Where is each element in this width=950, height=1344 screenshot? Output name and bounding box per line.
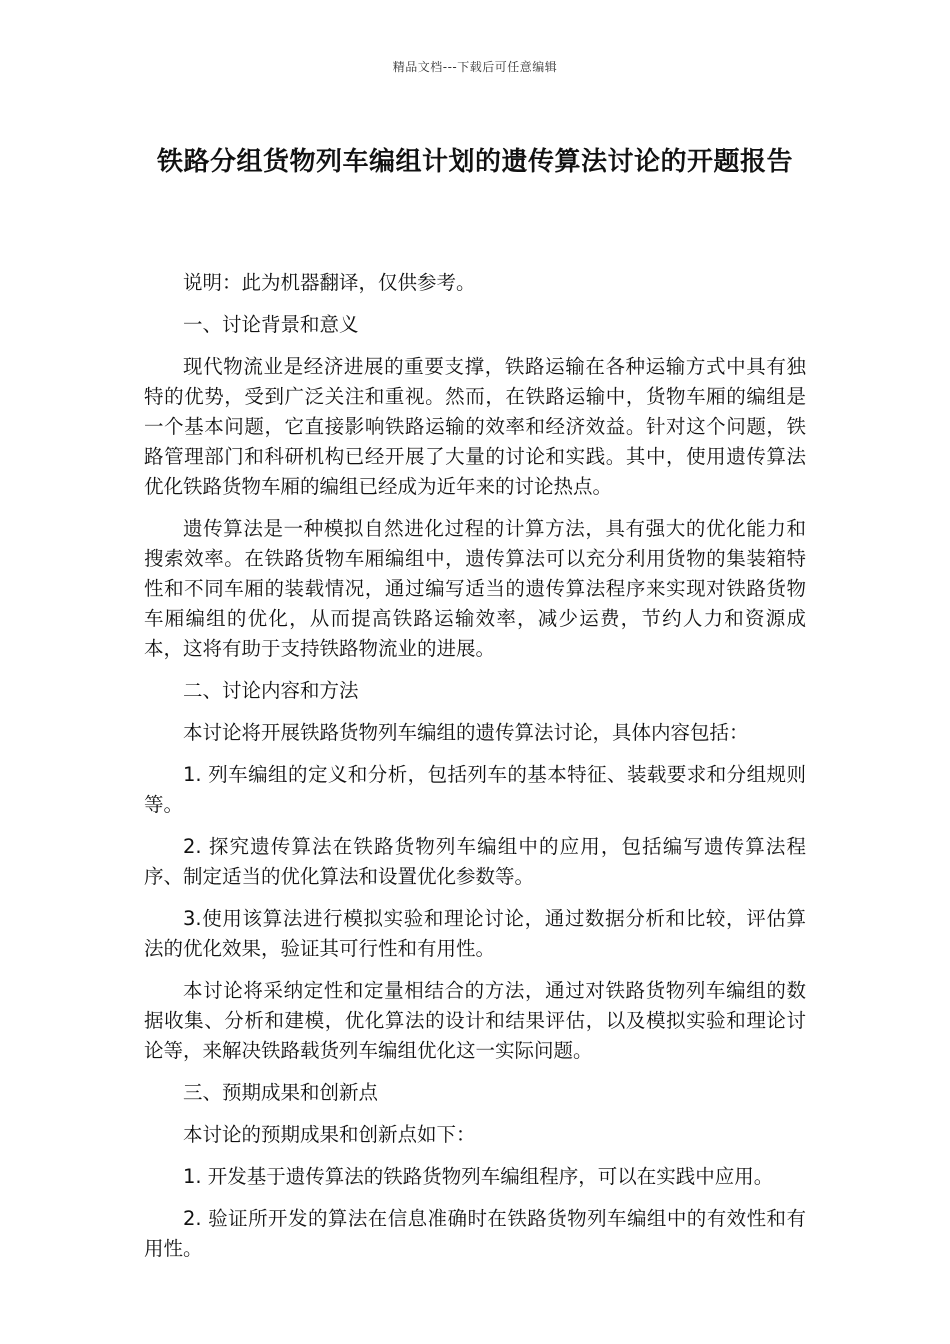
document-title: 铁路分组货物列车编组计划的遗传算法讨论的开题报告 — [156, 147, 793, 177]
page-header: 精品文档---下载后可任意编辑 — [392, 60, 558, 74]
document-body — [144, 268, 806, 1276]
section-heading-results: 三、预期成果和创新点 — [183, 1081, 379, 1104]
list-item: 3.使用该算法进行模拟实验和理论讨论，通过数据分析和比较，评估算法的优化效果，验证其可行性和有用性。 — [144, 907, 806, 960]
list-item: 2. 验证所开发的算法在信息准确时在铁路货物列车编组中的有效性和有用性。 — [144, 1207, 806, 1260]
body-paragraph: 本讨论将采纳定性和定量相结合的方法，通过对铁路货物列车编组的数据收集、分析和建模，优化算法的设计和结果评估，以及模拟实验和理论讨论等，来解决铁路载货列车编组优化这一实际问题。 — [144, 979, 806, 1062]
body-paragraph: 现代物流业是经济进展的重要支撑，铁路运输在各种运输方式中具有独特的优势，受到广泛关注和重视。然而，在铁路运输中，货物车厢的编组是一个基本问题，它直接影响铁路运输的效率和经济效益。针对这个问题，铁路管理部门和科研机构已经开展了大量的讨论和实践。其中，使用遗传算法优化铁路货物车厢的编组已经成为近年来的讨论热点。 — [144, 355, 806, 498]
note-paragraph: 说明：此为机器翻译，仅供参考。 — [183, 271, 476, 294]
list-item: 1. 列车编组的定义和分析，包括列车的基本特征、装载要求和分组规则等。 — [144, 763, 806, 816]
list-item: 2. 探究遗传算法在铁路货物列车编组中的应用，包括编写遗传算法程序、制定适当的优化算法和设置优化参数等。 — [144, 835, 806, 888]
section-heading-background: 一、讨论背景和意义 — [183, 313, 359, 336]
list-item: 1. 开发基于遗传算法的铁路货物列车编组程序，可以在实践中应用。 — [183, 1165, 774, 1188]
body-paragraph: 遗传算法是一种模拟自然进化过程的计算方法，具有强大的优化能力和搜索效率。在铁路货物车厢编组中，遗传算法可以充分利用货物的集装箱特性和不同车厢的装载情况，通过编写适当的遗传算法程序来实现对铁路货物车厢编组的优化，从而提高铁路运输效率，减少运费，节约人力和资源成本，这将有助于支持铁路物流业的进展。 — [144, 517, 806, 660]
section-heading-content-method: 二、讨论内容和方法 — [183, 679, 359, 702]
body-paragraph: 本讨论的预期成果和创新点如下： — [183, 1123, 476, 1146]
body-paragraph: 本讨论将开展铁路货物列车编组的遗传算法讨论，具体内容包括： — [183, 721, 749, 744]
